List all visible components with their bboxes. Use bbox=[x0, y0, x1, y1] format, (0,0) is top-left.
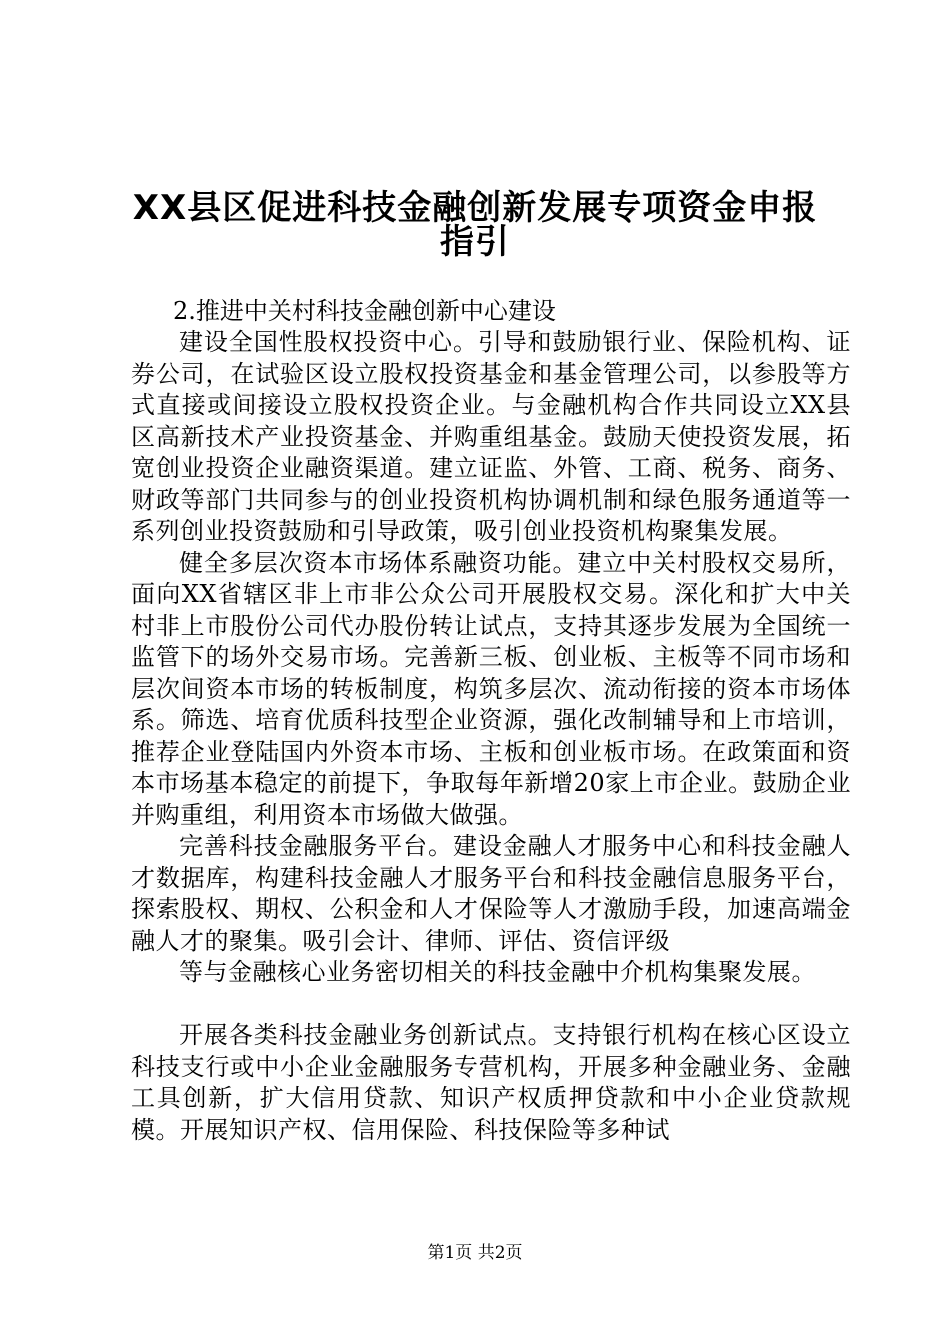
document-title-line-1: XX县区促进科技金融创新发展专项资金申报 bbox=[132, 188, 818, 228]
paragraph-capital-market: 健全多层次资本市场体系融资功能。建立中关村股权交易所，面向XX省辖区非上市非公众公司开展股权交易。深化和扩大中关村非上市股份公司代办股份转让试点，支持其逐步发展为全国统一监管下的场外交易市场。完善新三板、创业板、主板等不同市场和层次间资本市场的转板制度，构筑多层次、流动衔接的资本市场体系。筛选、培育优质科技型企业资源，强化改制辅导和上市培训，推荐企业登陆国内外资本市场、主板和创业板市场。在政策面和资本市场基本稳定的前提下，争取每年新增20家上市企业。鼓励企业并购重组，利用资本市场做大做强。 bbox=[131, 548, 851, 829]
paragraph-equity-investment-center: 建设全国性股权投资中心。引导和鼓励银行业、保险机构、证券公司，在试验区设立股权投资基金和基金管理公司，以参股等方式直接或间接设立股权投资企业。与金融机构合作共同设立XX县区高新技术产业投资基金、并购重组基金。鼓励天使投资发展，拓宽创业投资企业融资渠道。建立证监、外管、工商、税务、商务、财政等部门共同参与的创业投资机构协调机制和绿色服务通道等一系列创业投资鼓励和引导政策，吸引创业投资机构聚集发展。 bbox=[131, 328, 851, 545]
document-title-line-2: 指引 bbox=[440, 222, 510, 262]
page-number-footer: 第1页 共2页 bbox=[427, 1243, 523, 1263]
document-body bbox=[131, 327, 851, 1146]
paragraph-gap bbox=[131, 989, 851, 1021]
section-subheading: 2.推进中关村科技金融创新中心建设 bbox=[173, 297, 556, 325]
paragraph-service-platform: 完善科技金融服务平台。建设金融人才服务中心和科技金融人才数据库，构建科技金融人才服务平台和科技金融信息服务平台，探索股权、期权、公积金和人才保险等人才激励手段，加速高端金融人才的聚集。吸引会计、律师、评估、资信评级 bbox=[131, 832, 851, 955]
paragraph-continuation-line: 等与金融核心业务密切相关的科技金融中介机构集聚发展。 bbox=[179, 958, 816, 986]
paragraph-innovation-pilot: 开展各类科技金融业务创新试点。支持银行机构在核心区设立科技支行或中小企业金融服务专营机构，开展多种金融业务、金融工具创新，扩大信用贷款、知识产权质押贷款和中小企业贷款规模。开展知识产权、信用保险、科技保险等多种试 bbox=[131, 1021, 851, 1144]
